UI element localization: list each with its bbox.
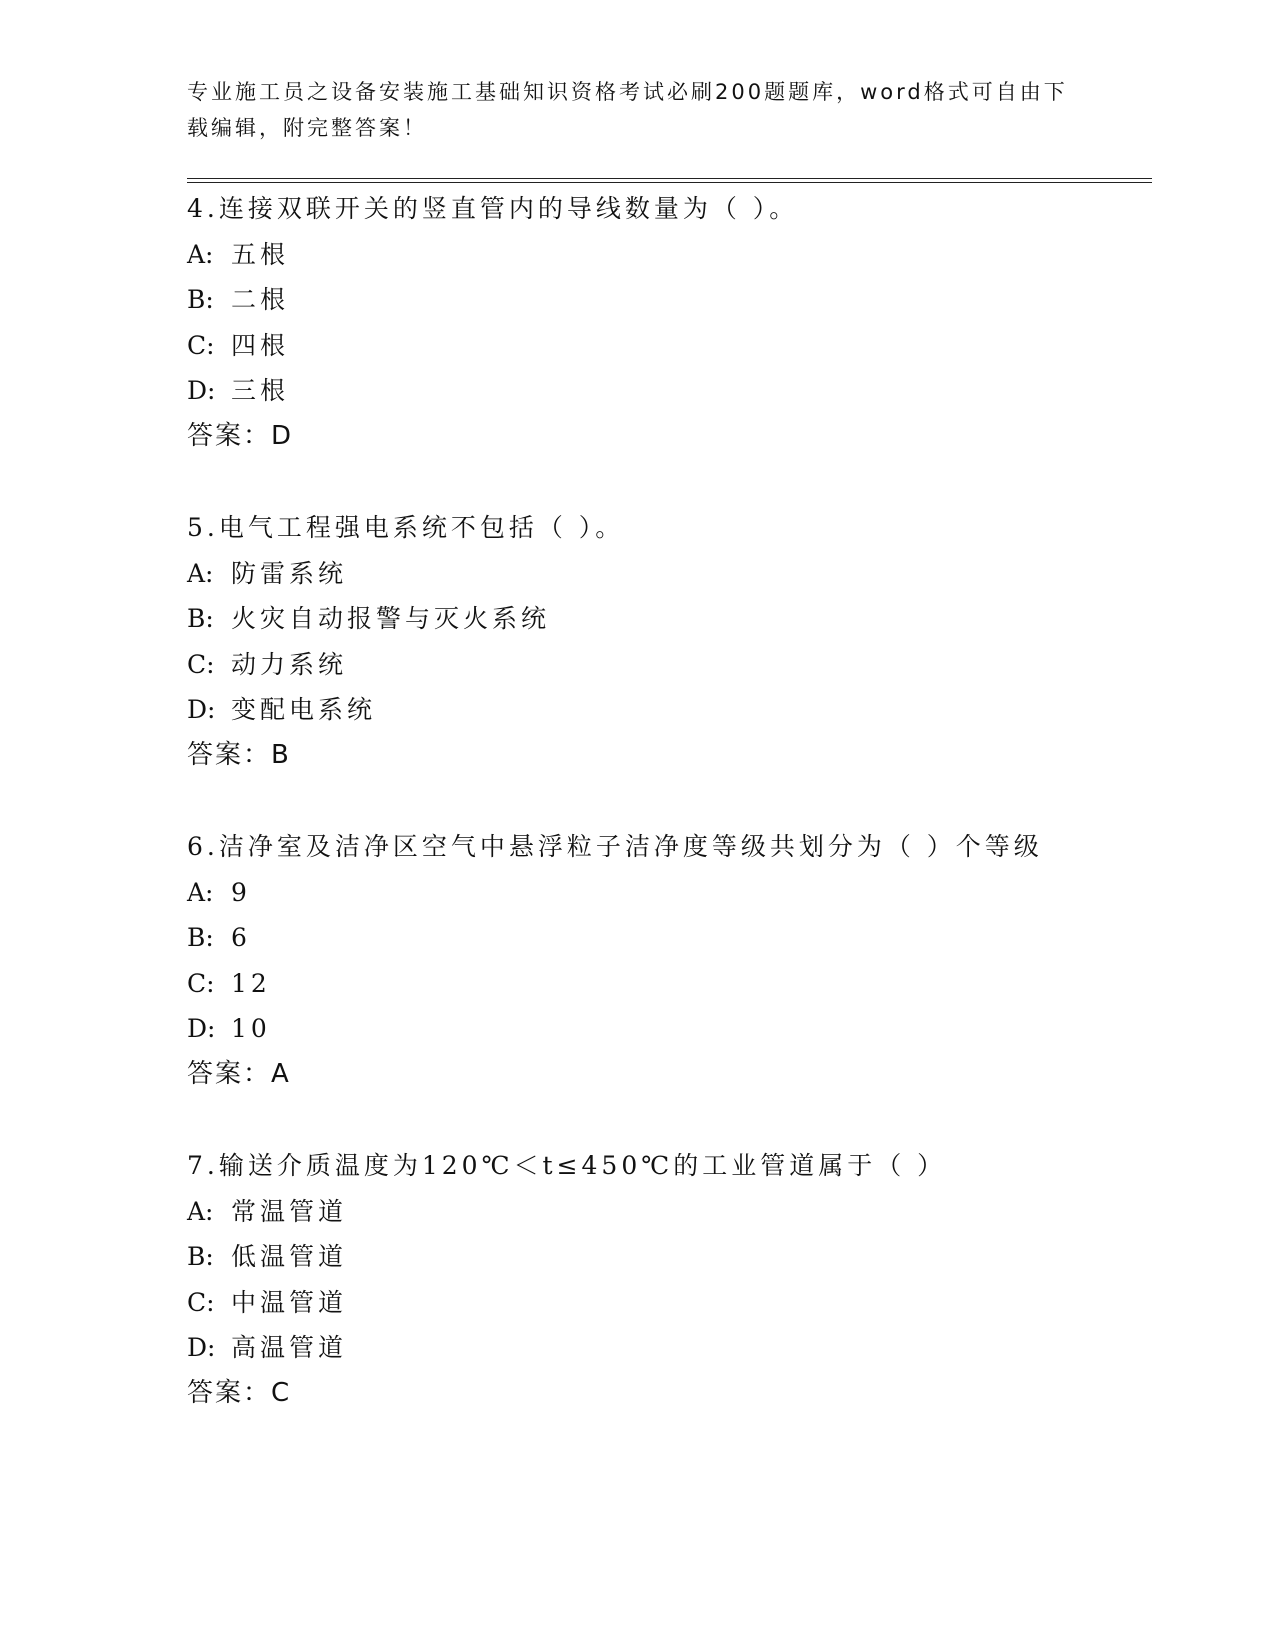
option-d: [187, 368, 1167, 414]
option-text: 五根: [231, 239, 290, 269]
option-letter: B:: [187, 1242, 214, 1271]
option-letter: C:: [187, 1287, 215, 1317]
option-b: [187, 277, 1167, 323]
option-text: 变配电系统: [231, 695, 377, 724]
answer-line: 答案：B: [187, 739, 291, 770]
option-letter: C:: [187, 968, 215, 998]
option-letter: D:: [187, 1014, 216, 1043]
option-c: [187, 323, 1167, 369]
option-d: [187, 1325, 1167, 1371]
option-letter: B:: [187, 923, 214, 952]
option-text: 二根: [231, 285, 290, 314]
option-a: [187, 1189, 1167, 1235]
option-letter: C:: [187, 330, 215, 360]
option-letter: A:: [187, 877, 214, 907]
question-block: [187, 1143, 1167, 1416]
option-c: [187, 642, 1167, 688]
question-block: [187, 824, 1167, 1097]
question-stem: 7.输送介质温度为120℃＜t≤450℃的工业管道属于（ ）: [187, 1151, 947, 1180]
option-letter: B:: [187, 604, 214, 633]
option-text: 6: [231, 923, 251, 952]
header-divider-bottom: [187, 182, 1152, 183]
option-d: [187, 687, 1167, 733]
answer-line: 答案：C: [187, 1377, 292, 1408]
option-letter: D:: [187, 695, 216, 724]
option-text: 火灾自动报警与灭火系统: [231, 604, 551, 633]
answer-line: 答案：A: [187, 1058, 291, 1089]
option-d: [187, 1006, 1167, 1052]
option-c: [187, 1280, 1167, 1326]
option-letter: B:: [187, 285, 214, 314]
option-text: 四根: [231, 330, 290, 360]
question-block: [187, 505, 1167, 778]
header-divider-top: [187, 178, 1152, 179]
answer-line: 答案：D: [187, 420, 294, 451]
question-stem: 6.洁净室及洁净区空气中悬浮粒子洁净度等级共划分为（ ）个等级: [187, 832, 1043, 861]
option-letter: C:: [187, 649, 215, 679]
option-b: [187, 1234, 1167, 1280]
option-c: [187, 961, 1167, 1007]
option-text: 12: [231, 968, 271, 998]
document-header: 专业施工员之设备安装施工基础知识资格考试必刷200题题库，word格式可自由下载编辑，附完整答案！: [187, 80, 1068, 140]
option-b: [187, 915, 1167, 961]
question-block: [187, 186, 1167, 459]
option-text: 9: [231, 877, 251, 907]
option-text: 常温管道: [231, 1196, 348, 1226]
option-text: 三根: [231, 376, 290, 405]
option-text: 高温管道: [231, 1333, 348, 1362]
option-b: [187, 596, 1167, 642]
option-text: 防雷系统: [231, 558, 348, 588]
option-letter: A:: [187, 239, 214, 269]
option-letter: D:: [187, 1333, 216, 1362]
option-text: 中温管道: [231, 1287, 348, 1317]
question-stem: 4.连接双联开关的竖直管内的导线数量为（ ）。: [187, 194, 799, 223]
question-stem: 5.电气工程强电系统不包括（ ）。: [187, 513, 625, 542]
option-letter: D:: [187, 376, 216, 405]
option-a: [187, 870, 1167, 916]
option-text: 动力系统: [231, 649, 348, 679]
option-a: [187, 232, 1167, 278]
option-letter: A:: [187, 1196, 214, 1226]
option-a: [187, 551, 1167, 597]
option-text: 10: [231, 1014, 271, 1043]
option-letter: A:: [187, 558, 214, 588]
option-text: 低温管道: [231, 1242, 348, 1271]
